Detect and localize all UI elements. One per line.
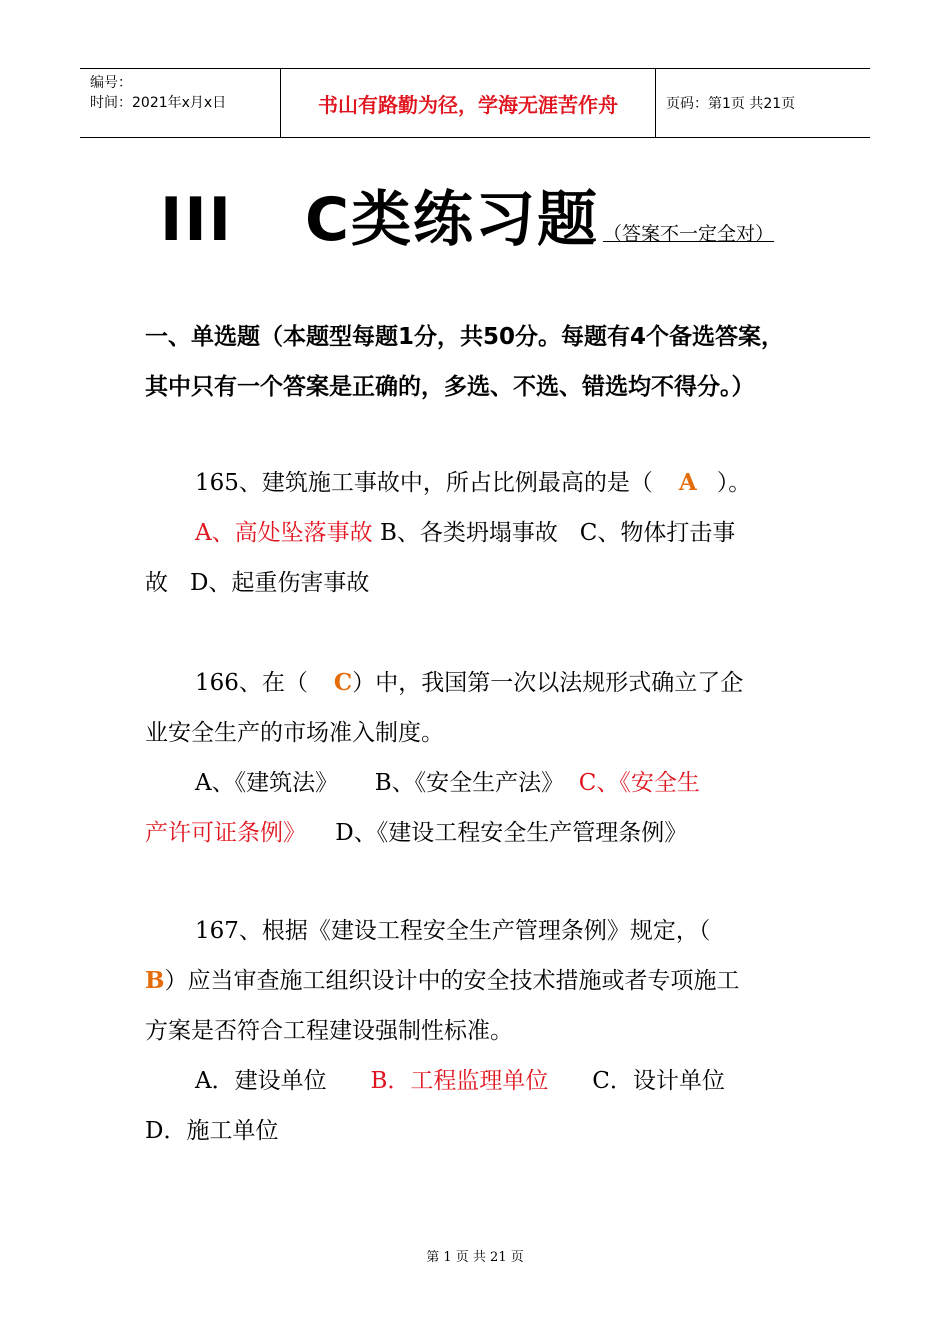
option-c: C、物体打击事 [579, 520, 736, 546]
question-166-options-cont [145, 808, 810, 858]
answer-mark: A [678, 469, 697, 496]
question-166-options [145, 758, 810, 808]
question-165-options-cont [145, 558, 810, 608]
question-167-stem-cont [145, 956, 810, 1006]
question-166-stem-cont: 业安全生产的市场准入制度。 [145, 720, 444, 746]
answer-mark: C [333, 669, 353, 696]
number-label: 编号： [90, 75, 132, 91]
option-b-correct: B．工程监理单位 [370, 1068, 549, 1094]
option-c-correct-cont: 产许可证条例》 [145, 820, 306, 846]
option-c-cont: 故 [145, 570, 168, 596]
option-a: A．建设单位 [195, 1068, 327, 1094]
question-167-options-cont [145, 1106, 810, 1156]
option-a-correct: A、高处坠落事故 [195, 520, 373, 546]
question-166-stem [145, 658, 810, 708]
question-167-stem: 167、根据《建设工程安全生产管理条例》规定，（ [195, 918, 711, 944]
title-roman: III [160, 185, 233, 255]
question-165-options [145, 508, 810, 558]
question-text-end: ）中，我国第一次以法规形式确立了企 [352, 670, 744, 696]
header-meta [80, 69, 280, 137]
question-165-stem [145, 458, 810, 508]
option-b: B、《安全生产法》 [374, 770, 565, 796]
time-label: 时间：2021年x月x日 [90, 95, 227, 111]
title-note: （答案不一定全对） [603, 223, 775, 245]
question-text: 165、建筑施工事故中，所占比例最高的是（ [195, 470, 653, 496]
question-text: 166、在（ [195, 670, 308, 696]
question-text: ）应当审查施工组织设计中的安全技术措施或者专项施工 [164, 968, 740, 994]
page-footer: 第 1 页 共 21 页 [426, 1250, 524, 1265]
question-167-stem-end: 方案是否符合工程建设强制性标准。 [145, 1018, 513, 1044]
question-text-end: ）。 [716, 470, 752, 496]
option-b: B、各类坍塌事故 [379, 520, 558, 546]
title-main: C类练习题 [304, 185, 600, 255]
option-d: D、《建设工程安全生产管理条例》 [335, 820, 688, 846]
header-page-info: 页码：第1页 共21页 [666, 96, 796, 112]
option-a: A、《建筑法》 [195, 770, 339, 796]
answer-mark: B [145, 967, 165, 994]
option-d: D、起重伤害事故 [189, 570, 370, 596]
document-header [80, 68, 870, 138]
header-motto: 书山有路勤为径，学海无涯苦作舟 [280, 69, 656, 137]
option-d: D．施工单位 [145, 1118, 279, 1144]
question-167-options [145, 1056, 810, 1106]
option-c: C．设计单位 [592, 1068, 725, 1094]
option-c-correct: C、《安全生 [578, 770, 700, 796]
section-heading: 一、单选题（本题型每题1分，共50分。每题有4个备选答案，其中只有一个答案是正确的，多选、不选、错选均不得分。） [145, 324, 785, 400]
page-title [160, 172, 774, 258]
